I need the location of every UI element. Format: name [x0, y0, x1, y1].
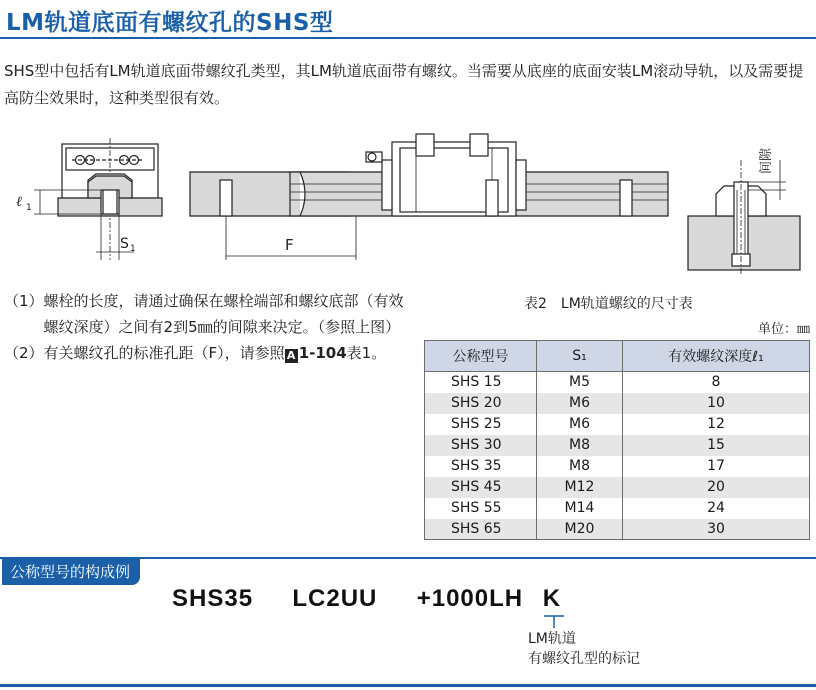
title-divider [0, 37, 816, 39]
model-code: SHS35 LC2UU +1000LH K [172, 585, 562, 612]
table-row: SHS 65 M20 30 [425, 519, 810, 540]
column-header: 公称型号 [425, 341, 537, 372]
intro-paragraph: SHS型中包括有LM轨道底面带螺纹孔类型，其LM轨道底面带有螺纹。当需要从底座的底面安装LM滚动导轨，以及需要提高防尘效果时，这种类型很有效。 [4, 62, 804, 107]
svg-text:1: 1 [26, 203, 32, 213]
thread-dimension-table [424, 340, 810, 540]
svg-text:1: 1 [130, 244, 136, 254]
rail-diagram [0, 120, 816, 280]
gap-label: 间隙 [759, 147, 774, 174]
table-row: SHS 55 M14 24 [425, 498, 810, 519]
column-header: S₁ [537, 341, 623, 372]
table-row: SHS 35 M8 17 [425, 456, 810, 477]
column-header: 有效螺纹深度ℓ₁ [623, 341, 810, 372]
note-item: （2） 有关螺纹孔的标准孔距（F），请参照 A 1-104表1。 [4, 344, 387, 362]
table-caption: 表2 LM轨道螺纹的尺寸表 [524, 296, 693, 312]
table-row: SHS 45 M12 20 [425, 477, 810, 498]
page-title: LM轨道底面有螺纹孔的SHS型 [6, 10, 334, 36]
f-dim-label: F [285, 236, 294, 254]
bottom-divider [0, 684, 816, 687]
model-example-tab: 公称型号的构成例 [2, 559, 140, 585]
table-row: SHS 25 M6 12 [425, 414, 810, 435]
l1-dim-label: ℓ [16, 194, 22, 210]
table-unit: 单位：㎜ [757, 322, 810, 337]
table-row: SHS 15 M5 8 [425, 372, 810, 393]
model-code-k: K [542, 585, 562, 612]
table-row: SHS 20 M6 10 [425, 393, 810, 414]
cross-section-view [34, 138, 162, 260]
k-indicator-mark [544, 614, 564, 628]
side-view [190, 134, 668, 260]
s1-dim-label: S [120, 236, 129, 252]
table-row: SHS 30 M8 15 [425, 435, 810, 456]
page-reference-link[interactable]: 1-104 [298, 344, 347, 362]
note-item: （1） 螺栓的长度，请通过确保在螺栓端部和螺纹底部（有效螺纹深度）之间有2到5㎜的间隙来决定。（参照上图） [4, 292, 404, 336]
catalog-ref-icon: A [285, 349, 298, 363]
notes-list [4, 288, 404, 366]
k-explanation: LM轨道 有螺纹孔型的标记 [528, 631, 640, 667]
mounting-view [688, 160, 800, 276]
